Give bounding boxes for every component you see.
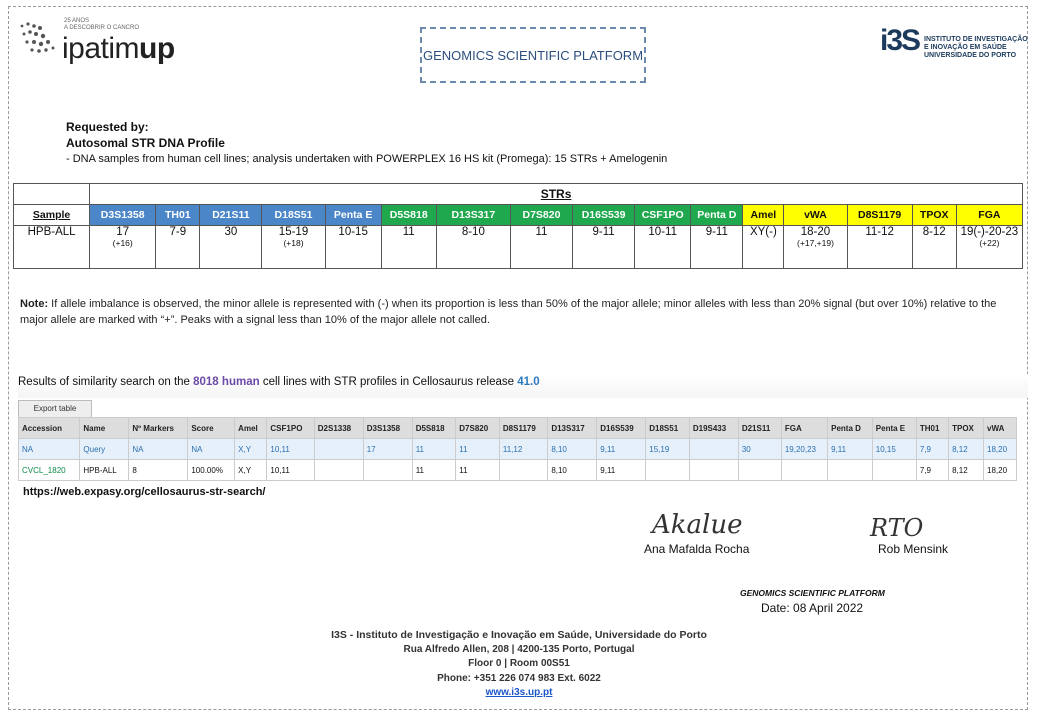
allele-cell (635, 226, 691, 269)
marker-header: D16S539 (573, 205, 635, 226)
marker-header: D8S1179 (847, 205, 912, 226)
table-cell: 8,12 (949, 460, 984, 481)
table-cell: 9,11 (597, 439, 646, 460)
column-header[interactable]: Penta D (828, 418, 873, 439)
similarity-results-caption: Results of similarity search on the 8018 human cell lines with STR profiles in Cellosaurus release 41.0 (18, 374, 1028, 398)
table-cell: 15,19 (646, 439, 690, 460)
table-cell: 9,11 (828, 439, 873, 460)
platform-footer-label: GENOMICS SCIENTIFIC PLATFORM (740, 588, 885, 598)
column-header[interactable]: Penta E (872, 418, 916, 439)
column-header[interactable]: D19S433 (689, 418, 738, 439)
str-profile-table (13, 183, 1023, 269)
table-cell: 11 (456, 460, 500, 481)
allele-minor: (+17,+19) (797, 238, 834, 248)
requested-by: Requested by: (66, 120, 149, 134)
marker-header: D7S820 (510, 205, 572, 226)
table-cell: 7,9 (916, 439, 948, 460)
allele-value: 8-10 (461, 226, 485, 238)
table-cell: 10,15 (872, 439, 916, 460)
marker-header: Penta E (325, 205, 381, 226)
column-header[interactable]: D8S1179 (499, 418, 547, 439)
request-block (66, 119, 667, 167)
table-cell: 10,11 (267, 460, 314, 481)
allele-cell (956, 226, 1022, 269)
allele-cell (156, 226, 200, 269)
allele-value: 10-15 (338, 226, 368, 238)
column-header[interactable]: D2S1338 (314, 418, 363, 439)
column-header[interactable]: Amel (235, 418, 267, 439)
allele-cell (200, 226, 262, 269)
allele-minor: (+16) (112, 238, 133, 248)
marker-header: D3S1358 (90, 205, 156, 226)
allele-cell (510, 226, 572, 269)
table-cell[interactable]: CVCL_1820 (19, 460, 80, 481)
table-cell: 8,10 (548, 439, 597, 460)
allele-value: XY(-) (749, 226, 777, 238)
marker-header: TH01 (156, 205, 200, 226)
table-cell: 7,9 (916, 460, 948, 481)
column-header[interactable]: Name (80, 418, 129, 439)
similarity-table (18, 417, 1017, 481)
marker-header: FGA (956, 205, 1022, 226)
table-cell (363, 460, 412, 481)
table-cell: 100.00% (188, 460, 235, 481)
marker-header: vWA (784, 205, 847, 226)
report-date: Date: 08 April 2022 (761, 601, 864, 615)
table-cell: 10,11 (267, 439, 314, 460)
allele-cell (691, 226, 743, 269)
table-cell (689, 460, 738, 481)
empty-corner (14, 184, 90, 205)
allele-cell (912, 226, 956, 269)
allele-minor: (+18) (283, 238, 304, 248)
allele-minor: (+22) (979, 238, 1000, 248)
allele-cell (262, 226, 325, 269)
footer-address (0, 628, 1038, 701)
column-header[interactable]: D7S820 (456, 418, 500, 439)
allele-value: 17 (116, 226, 130, 238)
column-header[interactable]: TH01 (916, 418, 948, 439)
column-header[interactable]: Nº Markers (129, 418, 188, 439)
allele-value: 7-9 (169, 226, 187, 238)
table-cell: 18,20 (984, 439, 1017, 460)
marker-header: D13S317 (436, 205, 510, 226)
signer-name-1: Ana Mafalda Rocha (644, 542, 750, 556)
export-table-button[interactable]: Export table (18, 400, 92, 418)
footer-phone: Phone: +351 226 074 983 Ext. 6022 (437, 672, 601, 684)
allele-cell (325, 226, 381, 269)
marker-header: Penta D (691, 205, 743, 226)
footer-floor: Floor 0 | Room 00S51 (468, 658, 570, 669)
table-cell (646, 460, 690, 481)
table-cell: 11 (412, 439, 456, 460)
marker-header: TPOX (912, 205, 956, 226)
allele-cell (743, 226, 784, 269)
allele-value: 19(-)-20-23 (960, 226, 1019, 238)
table-cell: 8,12 (949, 439, 984, 460)
table-cell (499, 460, 547, 481)
table-cell (314, 439, 363, 460)
allele-cell (436, 226, 510, 269)
platform-title: GENOMICS SCIENTIFIC PLATFORM (420, 27, 646, 83)
ipatimup-logo (18, 14, 178, 64)
logo-brand: ipatimup (62, 32, 175, 65)
table-row (19, 439, 1017, 460)
column-header[interactable]: D21S11 (738, 418, 781, 439)
table-cell (314, 460, 363, 481)
sample-name: HPB-ALL (14, 226, 90, 269)
column-header[interactable]: CSF1PO (267, 418, 314, 439)
marker-header: D5S818 (381, 205, 436, 226)
column-header[interactable]: D18S51 (646, 418, 690, 439)
i3s-logo (880, 24, 1030, 64)
column-header[interactable]: TPOX (949, 418, 984, 439)
page-border (8, 6, 1028, 710)
sample-header: Sample (14, 205, 90, 226)
signer-name-2: Rob Mensink (878, 542, 949, 556)
table-cell: NA (188, 439, 235, 460)
table-cell: NA (129, 439, 188, 460)
table-cell: 8 (129, 460, 188, 481)
allele-value: 9-11 (705, 226, 728, 238)
table-cell: 9,11 (597, 460, 646, 481)
table-cell (781, 460, 827, 481)
allele-cell (573, 226, 635, 269)
table-cell (738, 460, 781, 481)
marker-header: D18S51 (262, 205, 325, 226)
allele-note: Note: If allele imbalance is observed, the minor allele is represented with (-) when its proportion is less than 50% of the major allele; minor alleles with less than 20% signal (but over 10%) relative to the major allele are marked with “+”. Peaks with a signal less than 10% of the major allele not called. (20, 298, 997, 326)
column-header[interactable]: D16S539 (597, 418, 646, 439)
table-cell: 17 (363, 439, 412, 460)
table-cell: Query (80, 439, 129, 460)
marker-header: CSF1PO (635, 205, 691, 226)
table-cell: 11,12 (499, 439, 547, 460)
table-cell: 11 (412, 460, 456, 481)
allele-value: 9-11 (592, 226, 615, 238)
column-header[interactable]: vWA (984, 418, 1017, 439)
table-cell: 11 (456, 439, 500, 460)
column-header[interactable]: Score (188, 418, 235, 439)
table-cell: X,Y (235, 439, 267, 460)
dots-logo-icon (18, 20, 60, 54)
allele-value: 11-12 (865, 226, 894, 238)
allele-value: 11 (535, 226, 548, 238)
i3s-mark: i3S (880, 24, 920, 57)
allele-cell (381, 226, 436, 269)
table-cell (872, 460, 916, 481)
footer-website-link[interactable]: www.i3s.up.pt (485, 687, 553, 698)
profile-description: - DNA samples from human cell lines; analysis undertaken with POWERPLEX 16 HS kit (Promega): 15 STRs + Amelogenin (66, 153, 668, 165)
column-header[interactable]: FGA (781, 418, 827, 439)
table-row (19, 460, 1017, 481)
allele-value: 10-11 (648, 226, 677, 238)
profile-title: Autosomal STR DNA Profile (66, 136, 225, 150)
logo-tagline: 25 ANOS A DESCOBRIR O CANCRO (64, 18, 140, 31)
column-header[interactable]: D3S1358 (363, 418, 412, 439)
signature-2: RTO (870, 514, 924, 542)
table-cell: 19,20,23 (781, 439, 827, 460)
footer-institution: I3S - Instituto de Investigação e Inovação em Saúde, Universidade do Porto (331, 629, 707, 641)
footer-street: Rua Alfredo Allen, 208 | 4200-135 Porto, Portugal (403, 643, 635, 655)
signature-1: Akalue (652, 510, 743, 540)
marker-header: Amel (743, 205, 784, 226)
table-cell: NA (19, 439, 80, 460)
allele-value: 30 (224, 226, 238, 238)
column-header[interactable]: Accession (19, 418, 80, 439)
table-cell: 18,20 (984, 460, 1017, 481)
table-cell (689, 439, 738, 460)
i3s-text: INSTITUTO DE INVESTIGAÇÃO E INOVAÇÃO EM SAÚDE UNIVERSIDADE DO PORTO (924, 36, 1028, 59)
allele-value: 8-12 (922, 226, 946, 238)
strs-group-header: STRs (90, 184, 1023, 205)
table-cell: HPB-ALL (80, 460, 129, 481)
table-cell: 30 (738, 439, 781, 460)
allele-value: 15-19 (278, 226, 309, 238)
table-cell (828, 460, 873, 481)
allele-cell (847, 226, 912, 269)
column-header[interactable]: D5S818 (412, 418, 456, 439)
allele-cell (784, 226, 847, 269)
table-cell: 8,10 (548, 460, 597, 481)
table-cell: X,Y (235, 460, 267, 481)
cellosaurus-url[interactable]: https://web.expasy.org/cellosaurus-str-search/ (23, 486, 266, 498)
allele-value: 18-20 (800, 226, 831, 238)
allele-cell (90, 226, 156, 269)
column-header[interactable]: D13S317 (548, 418, 597, 439)
allele-value: 11 (402, 226, 415, 238)
marker-header: D21S11 (200, 205, 262, 226)
